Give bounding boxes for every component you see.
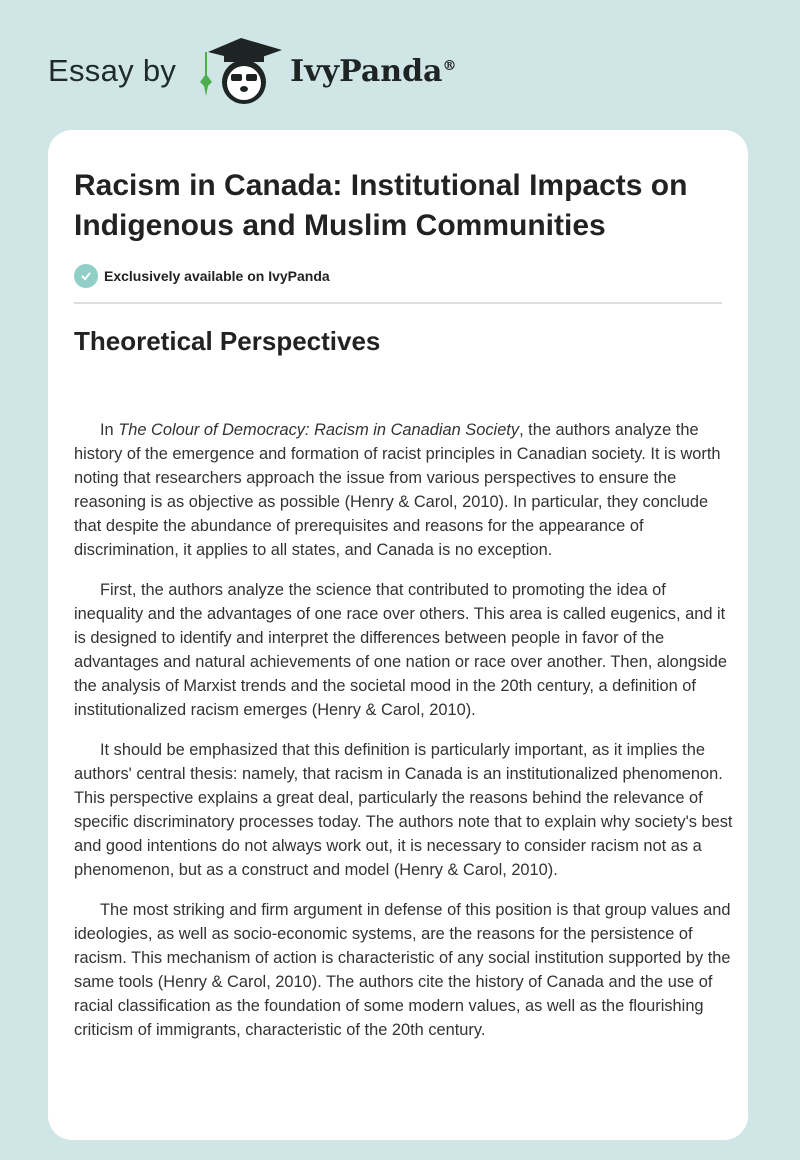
divider [74, 302, 722, 304]
ivypanda-logo-icon[interactable] [198, 36, 284, 106]
section-heading: Theoretical Perspectives [74, 326, 381, 356]
essay-card [48, 130, 748, 1140]
brand-name: IvyPanda® [290, 53, 457, 89]
check-icon [74, 264, 98, 288]
page-title: Racism in Canada: Institutional Impacts on Indigenous and Muslim Communities [74, 169, 688, 242]
paragraph: It should be emphasized that this definition is particularly important, as it implies the authors' central thesis: namely, that racism in Canada is an institutionalized phenomenon. This perspective explains a great deal, particularly the reasons behind the relevance of specific discriminatory processes today. The authors note that to explain why society's best and good intentions do not always work out, it is necessary to consider racism not as a phenomenon, but as a construct and model (Henry & Carol, 2010). [74, 741, 733, 879]
paragraph: The most striking and firm argument in defense of this position is that group values and ideologies, as well as socio-economic systems, are the reasons for the persistence of racism. This mechanism of action is characteristic of any social institution supported by the same tools (Henry & Carol, 2010). The authors cite the history of Canada and the use of racial classification as the foundation of some modern values, as well as the flourishing criticism of immigrants, characteristic of the 20th century. [74, 901, 731, 1039]
exclusive-badge [74, 264, 330, 288]
essay-body [74, 418, 734, 1058]
book-title: The Colour of Democracy: Racism in Canadian Society [118, 421, 520, 439]
paragraph: First, the authors analyze the science that contributed to promoting the idea of inequality and the advantages of one race over others. This area is called eugenics, and it is designed to identify and interpret the differences between people in favor of the advantages and natural achievements of one nation or race over another. Then, alongside the analysis of Marxist trends and the societal mood in the 20th century, a definition of institutionalized racism emerges (Henry & Carol, 2010). [74, 581, 728, 719]
badge-label: Exclusively available on IvyPanda [104, 268, 330, 284]
essay-by-label: Essay by [48, 53, 177, 88]
site-header [48, 36, 457, 106]
paragraph: In The Colour of Democracy: Racism in Canadian Society, the authors analyze the history of the emergence and formation of racist principles in Canadian society. It is worth noting that researchers approach the issue from various perspectives to ensure the reasoning is as objective as possible (Henry & Carol, 2010). In particular, they conclude that despite the abundance of prerequisites and reasons for the appearance of discrimination, it applies to all states, and Canada is no exception. [74, 421, 721, 559]
